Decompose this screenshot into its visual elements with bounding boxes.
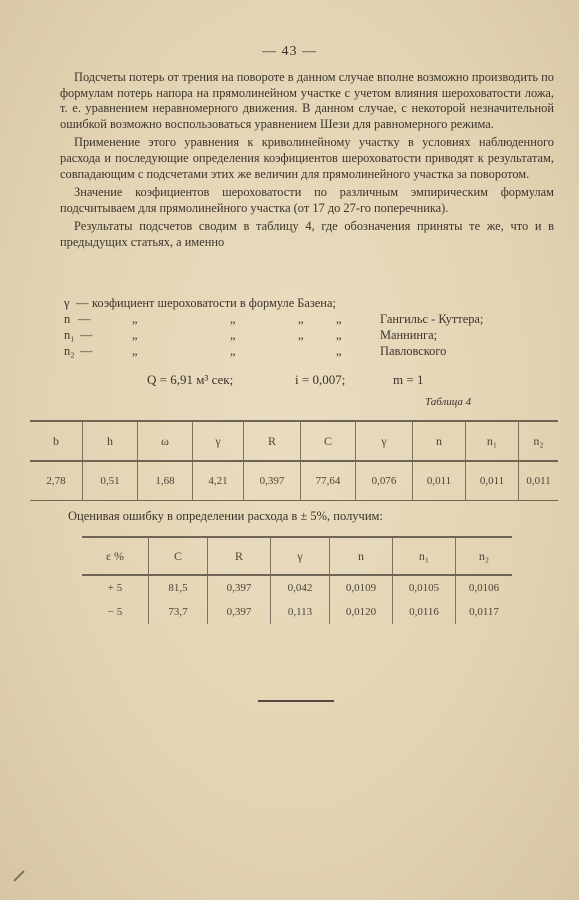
- error-estimate-text: Оценивая ошибку в определении расхода в ± 5%, получим:: [68, 509, 383, 523]
- table-cell: + 5: [107, 582, 123, 594]
- col-header: b: [30, 421, 83, 461]
- definition-row: [64, 343, 554, 359]
- table-cell: 0,0120: [330, 600, 393, 624]
- table-header-row: [82, 537, 512, 575]
- col-header: h: [83, 421, 138, 461]
- table-cell: 0,397: [244, 461, 301, 501]
- definition-name: Гангильс - Куттера;: [380, 312, 484, 326]
- ditto-mark: „: [336, 344, 342, 358]
- table-cell: 0,011: [519, 461, 559, 501]
- ditto-mark: „: [230, 344, 236, 358]
- definitions-list: [64, 295, 554, 359]
- table-cell: 77,64: [301, 461, 356, 501]
- table-cell: 0,076: [356, 461, 413, 501]
- page-number: — 43 —: [262, 44, 317, 59]
- col-header: n₁: [393, 537, 456, 575]
- table-cell: 0,011: [413, 461, 466, 501]
- definition-dash: —: [78, 312, 91, 326]
- table-cell: − 5: [107, 606, 123, 618]
- ditto-mark: „: [336, 312, 342, 326]
- table-cell: 1,68: [138, 461, 193, 501]
- col-header: n: [330, 537, 393, 575]
- paragraph: Применение этого уравнения к криволинейному участку в условиях наблюденного расхода и последующие определения коэфициентов шероховатости приводят к результатам, совпадающим с подсчетами этих же величин для прямолинейного участка за поворотом.: [60, 135, 554, 181]
- col-header: γ: [356, 421, 413, 461]
- definition-row: [64, 295, 554, 311]
- col-header: n₂: [519, 421, 559, 461]
- table-cell: 0,0105: [393, 575, 456, 600]
- col-header: γ: [193, 421, 244, 461]
- paragraph: Подсчеты потерь от трения на повороте в данном случае вполне возможно производить по формулам потерь напора на прямолинейном участке с учетом влияния шероховатости ложа, т. е. уравнением неравномерного движения. В данном случае, с некоторой незначительной ошибкой возможно воспользоваться уравнением Шези для равномерного режима.: [60, 70, 554, 131]
- col-header: R: [244, 421, 301, 461]
- pencil-mark: [13, 870, 24, 881]
- table-cell: 0,397: [208, 600, 271, 624]
- col-header: C: [301, 421, 356, 461]
- definition-row: [64, 327, 554, 343]
- table-cell: 0,113: [271, 600, 330, 624]
- table-cell: 0,51: [83, 461, 138, 501]
- error-table: [82, 536, 512, 624]
- table-cell: 0,0106: [456, 575, 513, 600]
- col-header: C: [149, 537, 208, 575]
- definition-dash: —: [80, 328, 93, 342]
- table-cell: 0,0117: [456, 600, 513, 624]
- ditto-mark: „: [298, 312, 304, 326]
- definition-dash: —: [80, 344, 93, 358]
- definition-name: Павловского: [380, 344, 447, 358]
- section-divider: [258, 700, 334, 702]
- col-header: n₂: [456, 537, 513, 575]
- col-header: R: [208, 537, 271, 575]
- definition-symbol: n: [64, 312, 71, 326]
- definition-dash: —: [76, 296, 89, 310]
- table-cell: 81,5: [149, 575, 208, 600]
- table-cell: 2,78: [46, 475, 66, 487]
- table-row: [30, 461, 558, 501]
- definition-row: [64, 311, 554, 327]
- ditto-mark: „: [132, 312, 138, 326]
- table-cell: 0,0116: [393, 600, 456, 624]
- discharge-value: Q = 6,91 м³ сек;: [147, 372, 234, 387]
- ditto-mark: „: [132, 344, 138, 358]
- definition-text: коэфициент шероховатости в формуле Базена;: [92, 296, 336, 310]
- body-text: [60, 70, 554, 254]
- slope-value: i = 0,007;: [295, 372, 346, 387]
- paragraph: Значение коэфициентов шероховатости по различным эмпирическим формулам подсчитываем для прямолинейного участка (от 17 до 27-го поперечника).: [60, 185, 554, 215]
- ditto-mark: „: [298, 328, 304, 342]
- col-header: ε %: [82, 537, 149, 575]
- definition-name: Маннинга;: [380, 328, 438, 342]
- col-header: n: [413, 421, 466, 461]
- table-4: [30, 420, 558, 501]
- table-row: [82, 575, 512, 600]
- table-row: [82, 600, 512, 624]
- ditto-mark: „: [230, 312, 236, 326]
- table-cell: 0,0109: [330, 575, 393, 600]
- m-value: m = 1: [393, 372, 424, 387]
- table-cell: 0,042: [271, 575, 330, 600]
- col-header: ω: [138, 421, 193, 461]
- table-cell: 4,21: [193, 461, 244, 501]
- definition-symbol: n₂: [64, 344, 75, 358]
- table-header-row: [30, 421, 558, 461]
- table-cell: 0,397: [208, 575, 271, 600]
- ditto-mark: „: [132, 328, 138, 342]
- table-cell: 73,7: [149, 600, 208, 624]
- paragraph: Результаты подсчетов сводим в таблицу 4, где обозначения приняты те же, что и в предыдущих статьях, а именно: [60, 219, 554, 249]
- ditto-mark: „: [336, 328, 342, 342]
- col-header: γ: [271, 537, 330, 575]
- ditto-mark: „: [230, 328, 236, 342]
- col-header: n₁: [466, 421, 519, 461]
- table-cell: 0,011: [466, 461, 519, 501]
- definition-symbol: γ: [64, 296, 70, 310]
- table-caption: Таблица 4: [425, 396, 472, 408]
- definition-symbol: n₁: [64, 328, 75, 342]
